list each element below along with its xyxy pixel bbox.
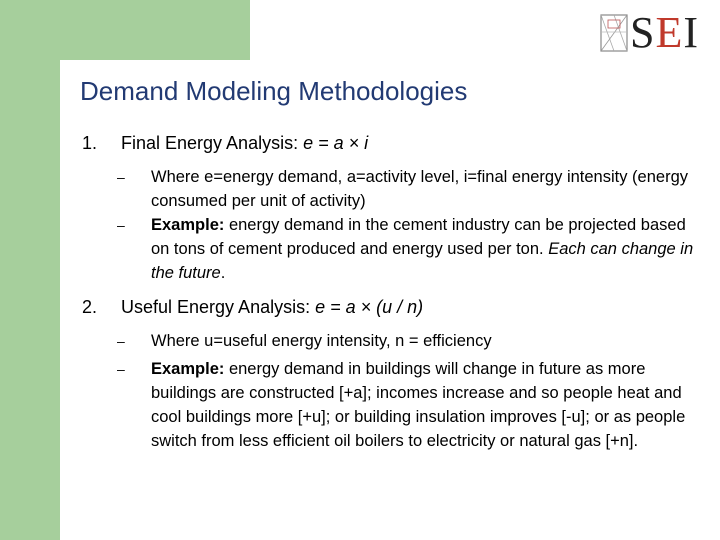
example-label: Example: — [151, 216, 225, 234]
list-item-final-energy — [82, 133, 368, 154]
logo-mark-icon — [600, 14, 630, 52]
logo-text: SEI — [630, 8, 700, 57]
sub-item-text: Example: energy demand in the cement industry can be projected based on tons of cement produced and energy used per ton. Each can change in the future. — [151, 216, 694, 282]
dash-bullet: – — [117, 169, 125, 185]
example-label: Example: — [151, 360, 225, 378]
item-label: Final Energy Analysis: — [121, 133, 304, 153]
item-label: Useful Energy Analysis: — [121, 297, 316, 317]
item-number: 1. — [82, 133, 98, 153]
slide-title: Demand Modeling Methodologies — [80, 76, 468, 106]
item-formula: e = a × i — [303, 133, 369, 153]
list-item-useful-energy — [82, 297, 423, 318]
item-number: 2. — [82, 297, 98, 317]
sub-item-text: Where e=energy demand, a=activity level, i=final energy intensity (energy consumed per unit of activity) — [151, 168, 688, 210]
item-formula: e = a × (u / n) — [315, 297, 424, 317]
sei-logo — [600, 8, 715, 57]
logo-accent-letter: E — [655, 8, 684, 57]
dash-bullet: – — [117, 217, 125, 233]
sub-item-text: Example: energy demand in buildings will change in future as more buildings are constructed [+a]; incomes increase and so people heat and cool buildings more [+u]; or building insulation improves [-u]; or as people switch from less efficient oil boilers to electricity or natural gas [+n]. — [151, 360, 686, 450]
dash-bullet: – — [117, 361, 125, 377]
dash-bullet: – — [117, 333, 125, 349]
sub-item-text: Where u=useful energy intensity, n = efficiency — [151, 332, 492, 350]
green-band-left — [0, 0, 60, 540]
